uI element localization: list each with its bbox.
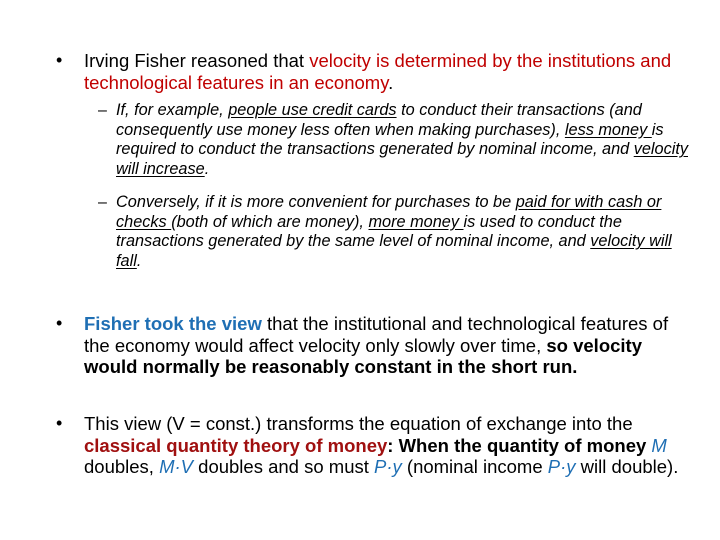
underlined-phrase: more money	[368, 212, 464, 231]
underlined-phrase: less money	[564, 120, 652, 139]
text-span: doubles and so must	[193, 456, 375, 477]
text-span: .	[204, 159, 210, 178]
text-span: is required to conduct the transactions generated by nominal income, and	[116, 120, 664, 159]
symbol-Py: P·y	[374, 456, 402, 477]
text-span: This view (V = const.) transforms the equation of exchange into the	[84, 413, 633, 434]
bullet-velocity-institutions	[84, 50, 694, 93]
text-span: that the institutional and technological features of the economy would affect velocity only slowly over time,	[84, 313, 669, 356]
bullet-icon: •	[56, 313, 63, 333]
text-span: to conduct their transactions (and consequently use money less often when making purchases),	[116, 101, 642, 139]
colon-mark: : When the quantity of money	[387, 434, 652, 456]
highlighted-phrase: Fisher took the view	[84, 313, 262, 334]
bullet-quantity-theory	[84, 413, 694, 478]
text-span: .	[136, 251, 142, 270]
symbol-M: M	[651, 434, 667, 456]
text-span: will double).	[575, 456, 679, 477]
underlined-phrase: velocity will fall	[116, 232, 672, 270]
bullet-fisher-view	[84, 313, 694, 378]
dash-icon: –	[98, 194, 107, 211]
text-span: (both of which are money),	[171, 212, 369, 231]
sub-bullet-cash-checks	[116, 193, 691, 271]
bold-phrase: so velocity would normally be reasonably constant in the short run.	[84, 334, 643, 377]
text-span: doubles,	[84, 456, 160, 477]
dash-icon: –	[98, 102, 107, 119]
symbol-MV: M·V	[159, 456, 194, 477]
text-span: is used to conduct the transactions generated by the same level of nominal income, and	[116, 212, 622, 251]
text-span: (nominal income	[401, 456, 548, 477]
symbol-Py: P·y	[547, 456, 576, 477]
highlighted-phrase: classical quantity theory of money	[84, 434, 388, 456]
sub-bullet-credit-cards	[116, 101, 691, 179]
underlined-phrase: paid for with cash or checks	[116, 193, 662, 231]
underlined-phrase: velocity will increase	[116, 140, 688, 178]
bullet-icon: •	[56, 50, 63, 70]
text-span: .	[388, 71, 394, 93]
text-span: Conversely, if it is more convenient for purchases to be	[116, 193, 516, 211]
highlighted-phrase: velocity is determined by the institutions and technological features in an economy	[84, 50, 672, 93]
text-span: Irving Fisher reasoned that	[84, 50, 310, 71]
text-span: If, for example,	[116, 101, 229, 119]
underlined-phrase: people use credit cards	[228, 101, 397, 119]
bullet-icon: •	[56, 413, 63, 433]
